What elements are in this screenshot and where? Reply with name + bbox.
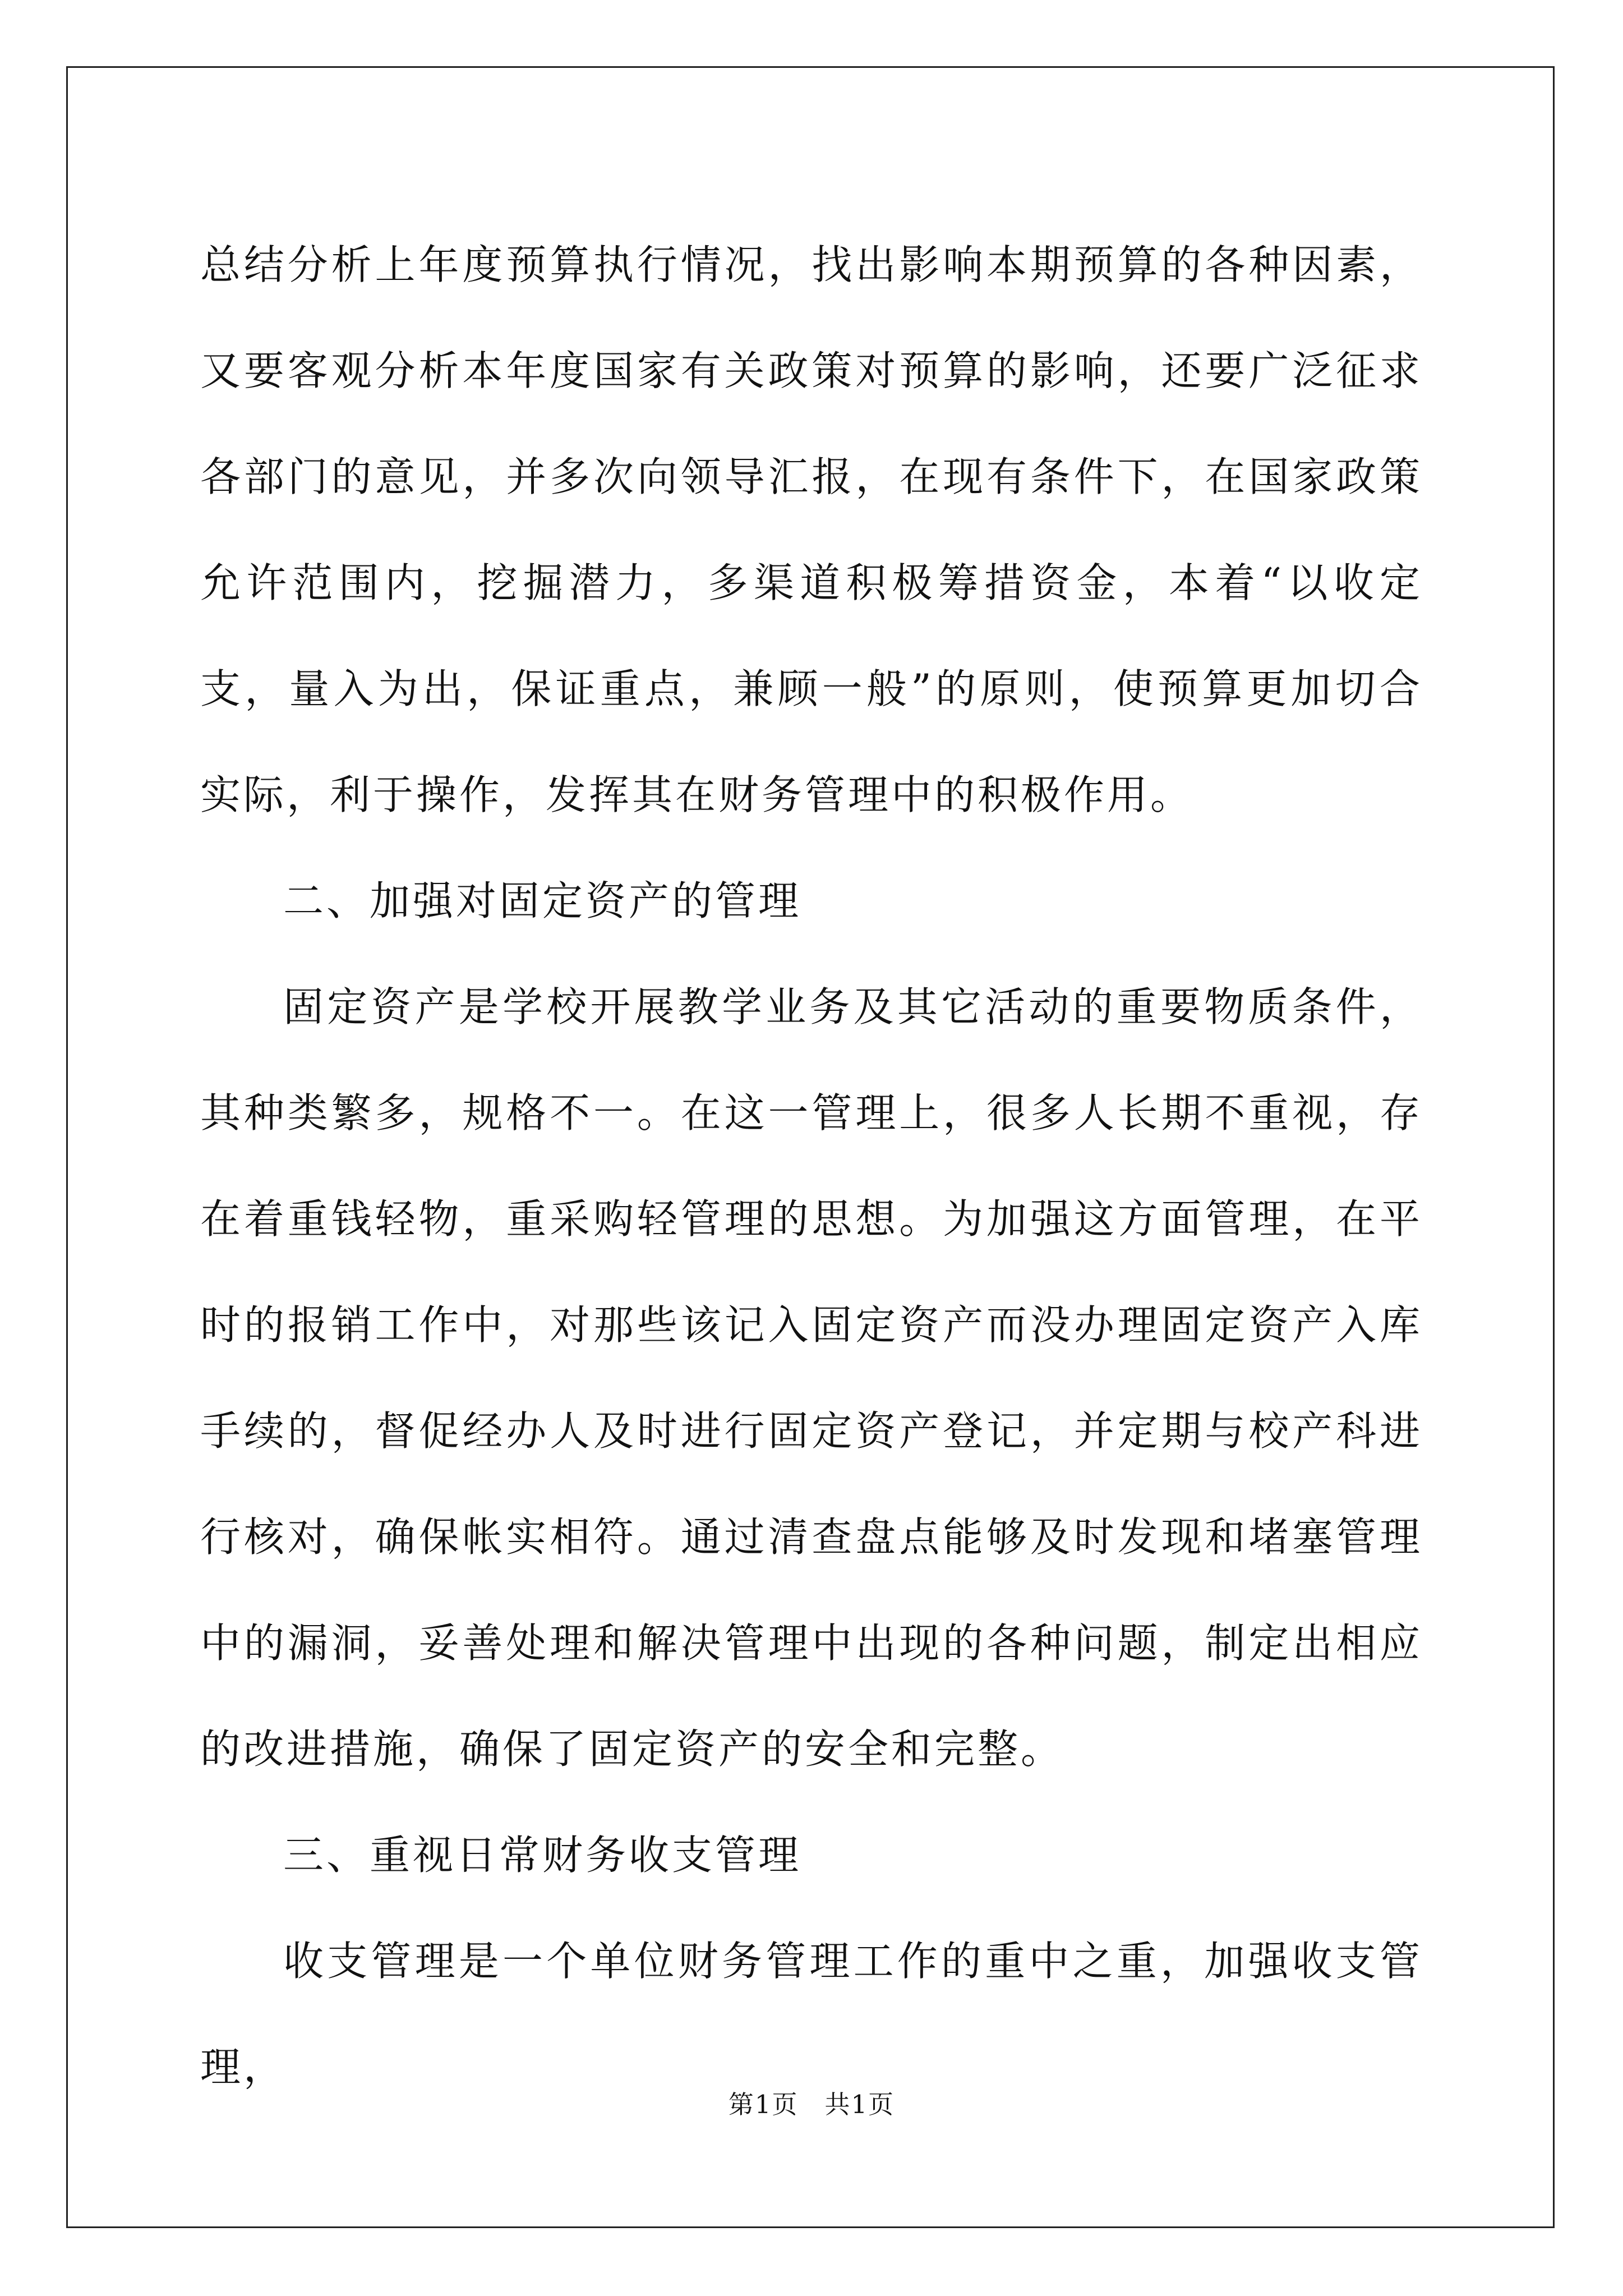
document-body: [200, 212, 1423, 2120]
section-heading-daily-finance: 三、重视日常财务收支管理: [283, 1832, 802, 1879]
paragraph-revenue-expenditure: 收支管理是一个单位财务管理工作的重中之重，加强收支管理，: [200, 1938, 1423, 2091]
section-heading-fixed-assets: 二、加强对固定资产的管理: [283, 877, 802, 924]
paragraph-fixed-assets: 固定资产是学校开展教学业务及其它活动的重要物质条件，其种类繁多，规格不一。在这一管理上，很多人长期不重视，存在着重钱轻物，重采购轻管理的思想。为加强这方面管理，在平时的报销工作中，对那些该记入固定资产而没办理固定资产入库手续的，督促经办人及时进行固定资产登记，并定期与校产科进行核对，确保帐实相符。通过清查盘点能够及时发现和堵塞管理中的漏洞，妥善处理和解决管理中出现的各种问题，制定出相应的改进措施，确保了固定资产的安全和完整。: [200, 983, 1423, 1773]
page-footer: 第1页 共1页: [728, 2090, 895, 2119]
paragraph-budget-analysis: 总结分析上年度预算执行情况，找出影响本期预算的各种因素，又要客观分析本年度国家有关政策对预算的影响，还要广泛征求各部门的意见，并多次向领导汇报，在现有条件下，在国家政策允许范围内，挖掘潜力，多渠道积极筹措资金，本着“以收定支，量入为出，保证重点，兼顾一般”的原则，使预算更加切合实际，利于操作，发挥其在财务管理中的积极作用。: [200, 241, 1423, 818]
